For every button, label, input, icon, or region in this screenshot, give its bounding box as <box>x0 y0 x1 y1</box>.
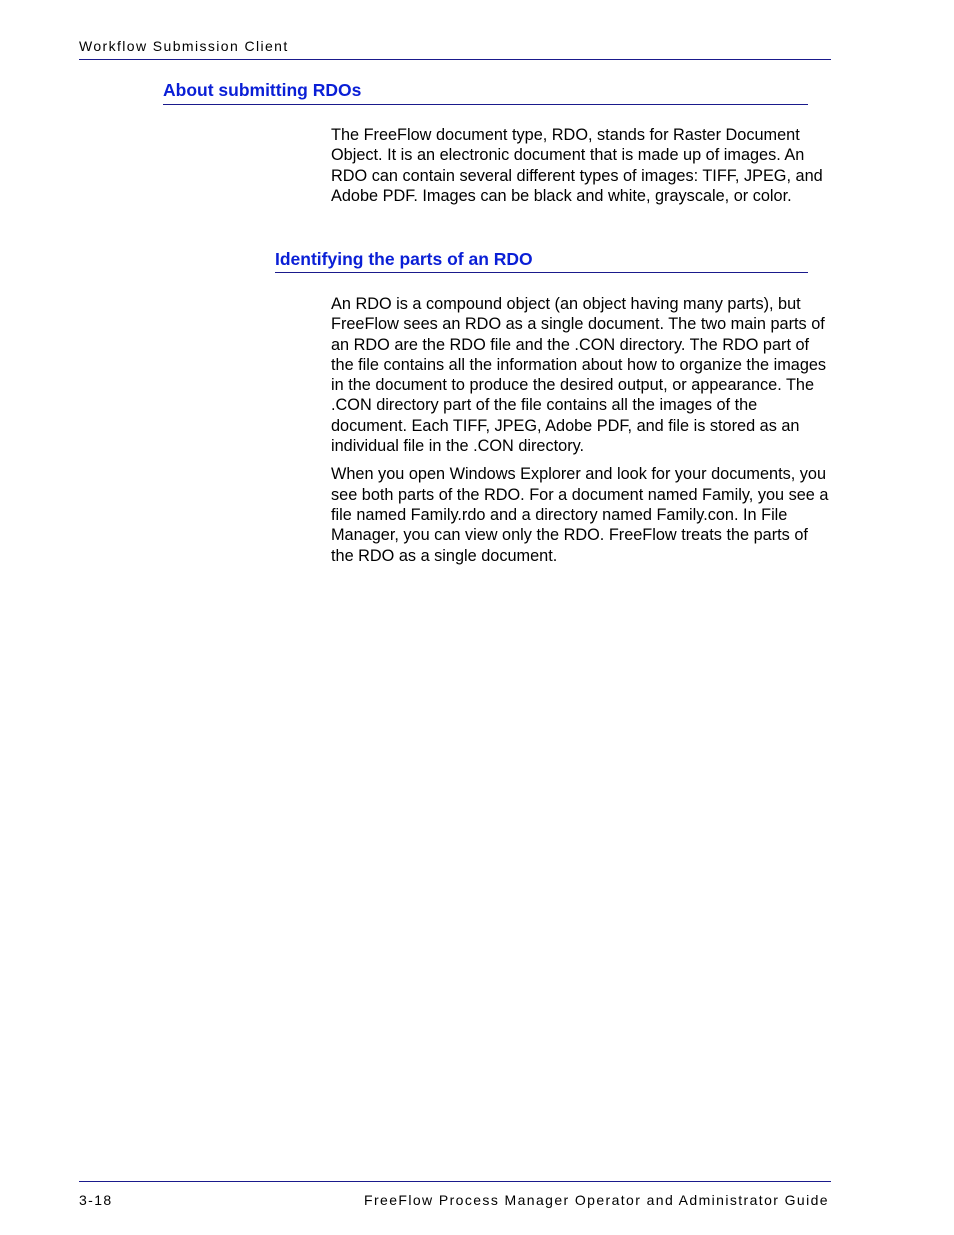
body-paragraph: An RDO is a compound object (an object having many parts), but FreeFlow sees an RDO as a single document. The two main parts of an RDO are the RDO file and the .CON directory. The RDO part of the file contains all the information about how to organize the images in the document to produce the desired output, or appearance. The .CON directory part of the file contains all the images of the document. Each TIFF, JPEG, Adobe PDF, and file is stored as an individual file in the .CON directory. <box>331 295 827 456</box>
footer-rule <box>79 1181 831 1182</box>
section-heading-underline <box>163 104 808 105</box>
running-header-title: Workflow Submission Client <box>79 38 289 54</box>
body-paragraph: The FreeFlow document type, RDO, stands for Raster Document Object. It is an electronic document that is made up of images. An RDO can contain several different types of images: TIFF, JPEG, and Adobe PDF. Images can be black and white, grayscale, or color. <box>331 126 823 205</box>
section-heading-identifying-parts: Identifying the parts of an RDO <box>275 249 533 269</box>
section-body-identifying-parts <box>331 294 831 566</box>
header-rule <box>79 59 831 60</box>
page-number: 3-18 <box>79 1192 113 1208</box>
section-body-about-submitting-rdos <box>331 125 831 206</box>
section-heading-underline <box>275 272 808 273</box>
section-heading-about-submitting-rdos: About submitting RDOs <box>163 80 362 100</box>
body-paragraph: When you open Windows Explorer and look for your documents, you see both parts of the RDO. For a document named Family, you see a file named Family.rdo and a directory named Family.con. In File Manager, you can view only the RDO. FreeFlow treats the parts of the RDO as a single document. <box>331 465 829 565</box>
guide-title: FreeFlow Process Manager Operator and Administrator Guide <box>364 1192 829 1208</box>
